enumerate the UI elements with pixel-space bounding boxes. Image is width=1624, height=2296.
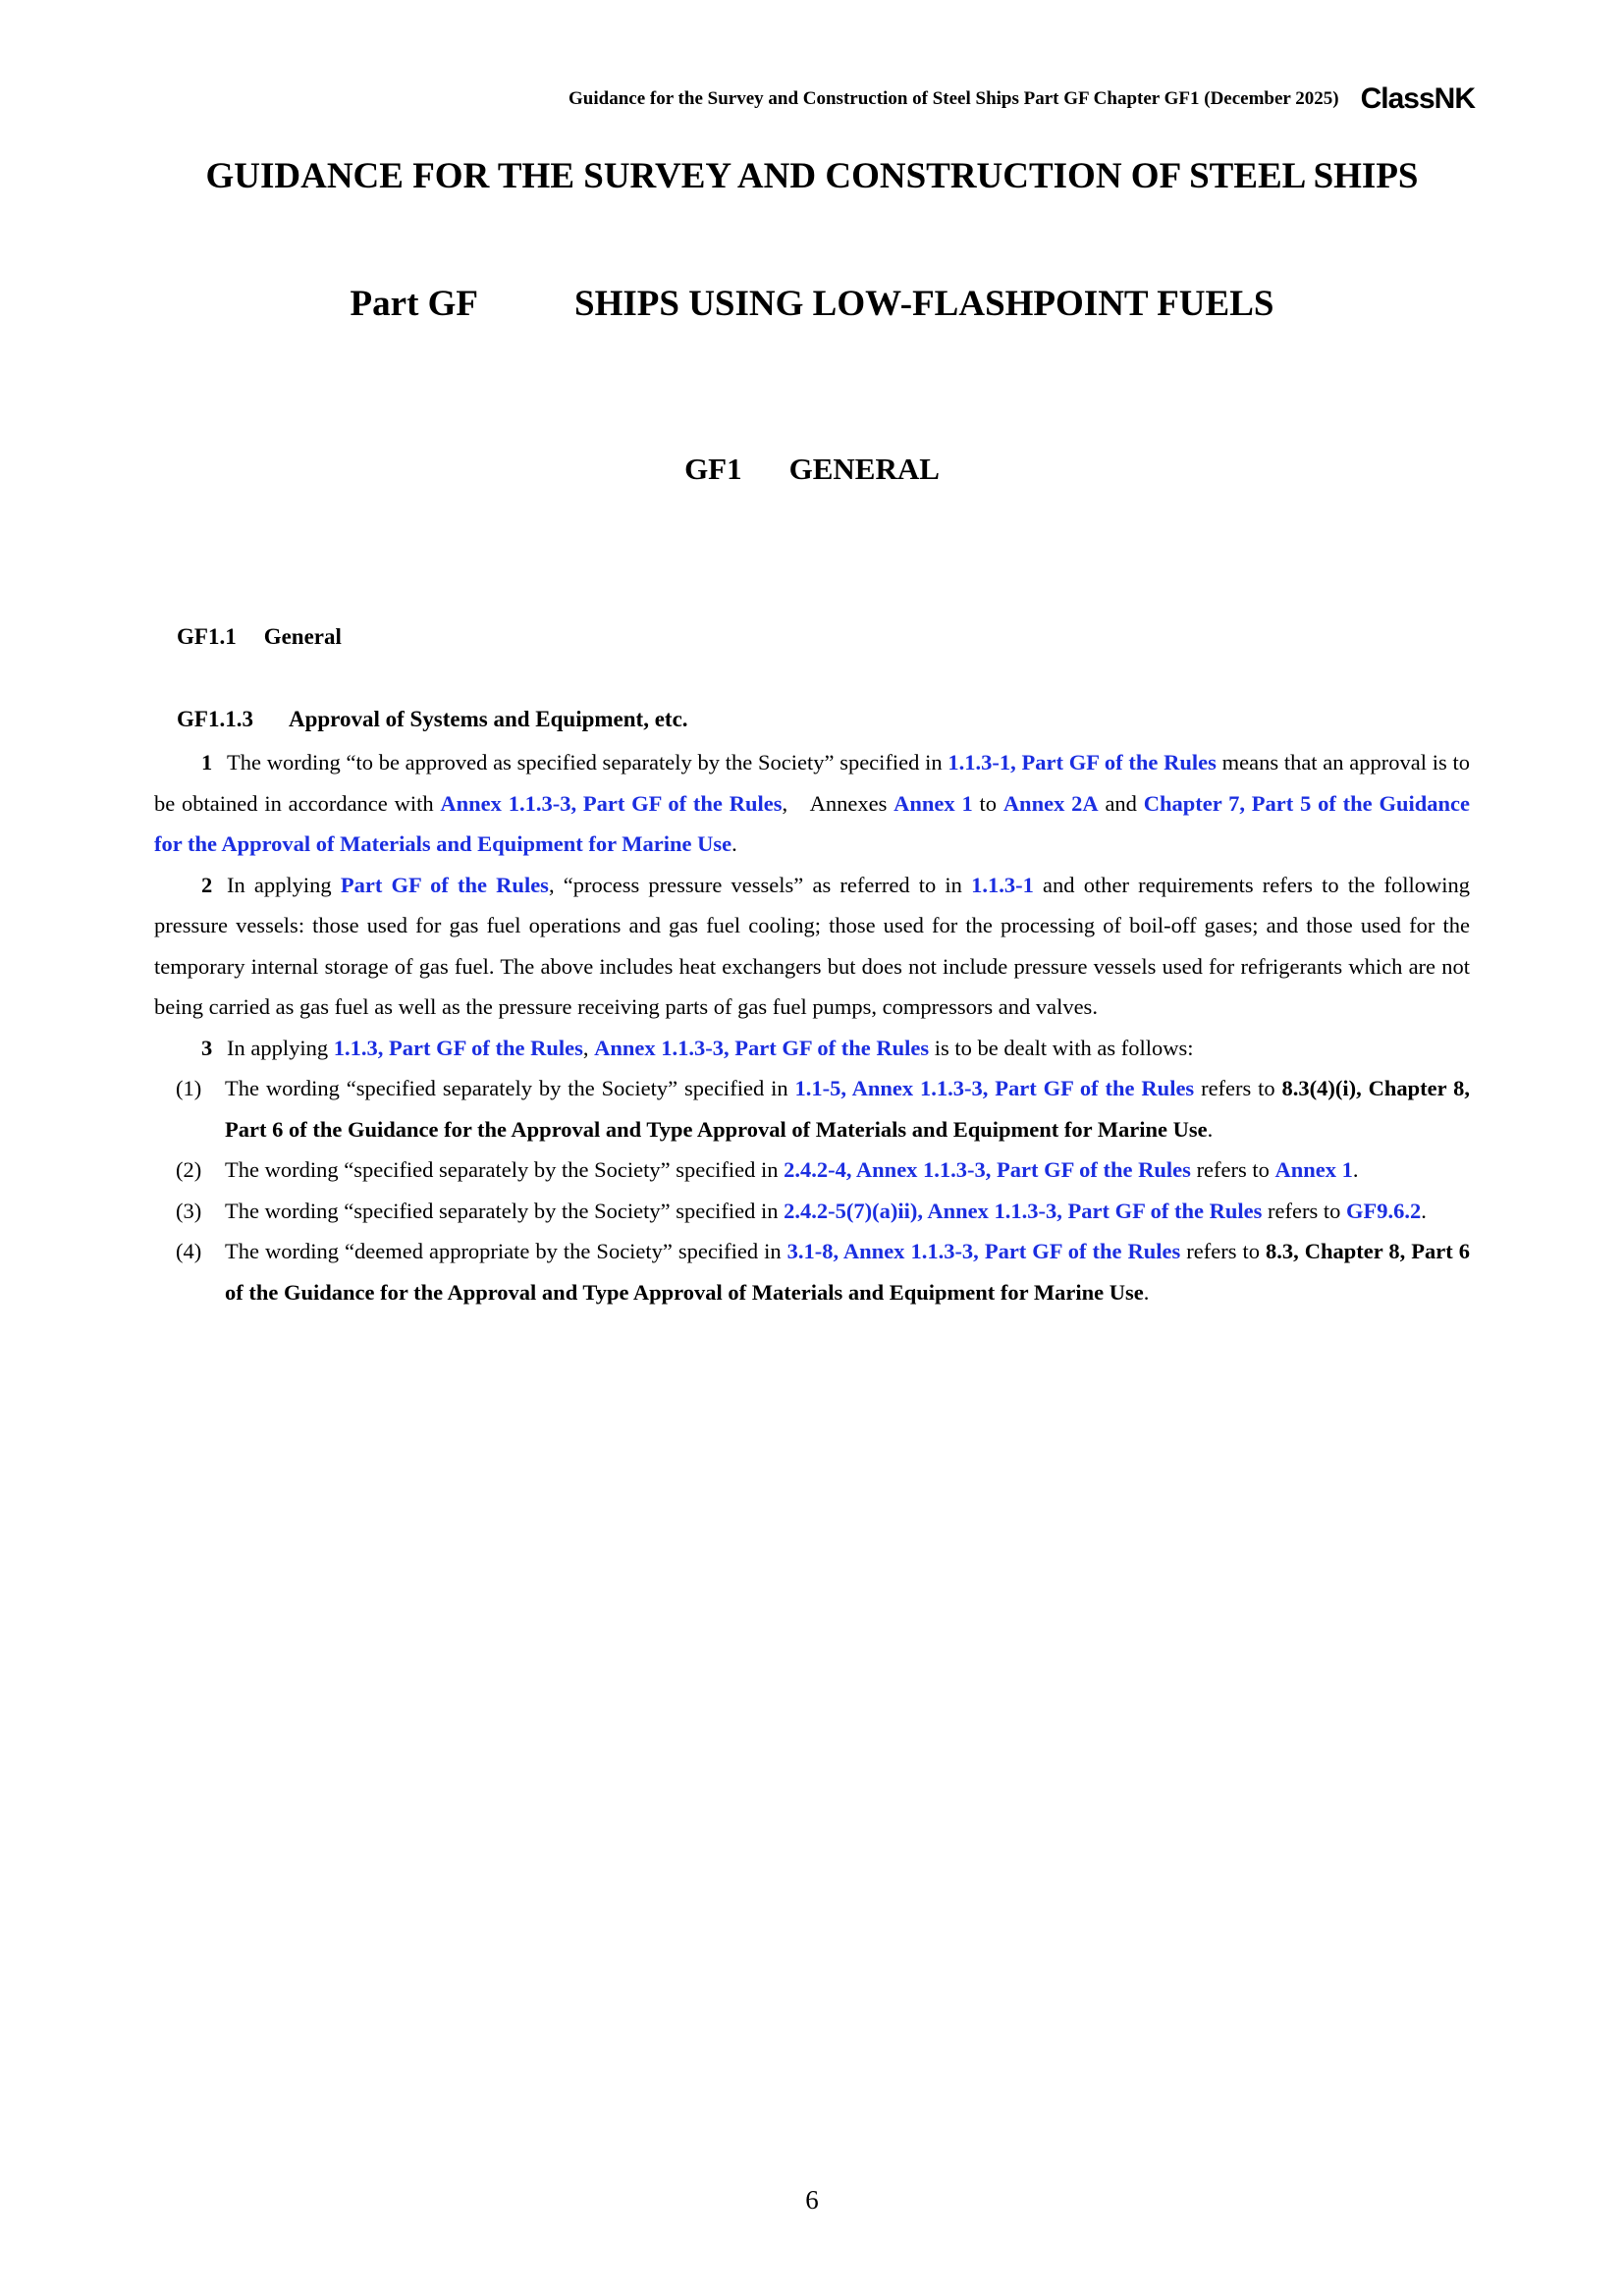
document-title: GUIDANCE FOR THE SURVEY AND CONSTRUCTION OF STEEL SHIPS: [205, 156, 1419, 196]
text: .: [1352, 1157, 1359, 1182]
paragraph-number: 1: [201, 750, 213, 774]
text: means that an approval is to be obtained in accordance with: [154, 750, 1470, 816]
paragraph-2: [154, 865, 1470, 1028]
rule-link[interactable]: GF9.6.2: [1346, 1198, 1422, 1223]
chapter-label: GF1: [684, 452, 742, 486]
subsection-number: GF1.1.3: [177, 707, 253, 731]
bold-reference: 8.3(4)(i), Chapter 8, Part 6 of the Guidance for the Approval and Type Approval of Materials and Equipment for Marine Use: [225, 1076, 1470, 1142]
rule-link[interactable]: Annex 1: [1274, 1157, 1353, 1182]
rule-link[interactable]: 1.1.3-1: [971, 872, 1034, 897]
text: , Annexes: [782, 790, 894, 816]
text: In applying: [227, 872, 341, 897]
rule-link[interactable]: 1.1-5, Annex 1.1.3-3, Part GF of the Rules: [794, 1076, 1195, 1100]
rule-link[interactable]: 1.1.3, Part GF of the Rules: [333, 1035, 583, 1060]
text: .: [731, 831, 737, 856]
section-heading: [177, 624, 342, 650]
text: and: [1098, 790, 1144, 816]
text: is to be dealt with as follows:: [929, 1035, 1194, 1060]
item-number: (1): [176, 1076, 202, 1100]
body-text: [154, 742, 1470, 1312]
rule-link[interactable]: Chapter 7, Part 5 of the Guidance for the Approval of Materials and Equipment for Marine Use: [154, 790, 1470, 856]
text: refers to: [1180, 1239, 1266, 1263]
section-name: General: [263, 624, 342, 649]
section-number: GF1.1: [177, 624, 237, 649]
text: refers to: [1190, 1157, 1275, 1182]
rule-link[interactable]: 2.4.2-4, Annex 1.1.3-3, Part GF of the Rules: [784, 1157, 1191, 1182]
paragraph-1: [154, 742, 1470, 865]
text: The wording “specified separately by the Society” specified in: [225, 1157, 785, 1182]
part-label: Part GF: [350, 284, 479, 324]
text: refers to: [1262, 1198, 1346, 1223]
subsection-name: Approval of Systems and Equipment, etc.: [288, 707, 688, 731]
text: The wording “to be approved as specified separately by the Society” specified in: [227, 750, 948, 774]
text: The wording “deemed appropriate by the Society” specified in: [225, 1239, 787, 1263]
chapter-name: GENERAL: [788, 452, 940, 486]
subsection-heading: [177, 707, 688, 732]
list-item-2: [154, 1149, 1470, 1191]
rule-link[interactable]: 1.1.3-1, Part GF of the Rules: [947, 750, 1217, 774]
text: and other requirements refers to the following pressure vessels: those used for gas fuel operations and gas fuel cooling; those used for the processing of boil-off gases; and those used for the temporary internal storage of gas fuel. The above includes heat exchangers but does not include pressure vessels used for refrigerants which are not being carried as gas fuel as well as the pressure receiving parts of gas fuel pumps, compressors and valves.: [154, 872, 1471, 1019]
part-title: [0, 283, 1624, 325]
paragraph-number: 3: [201, 1035, 213, 1060]
list-item-3: [154, 1191, 1470, 1232]
item-text: [225, 1231, 1470, 1312]
item-number: (2): [176, 1157, 202, 1182]
classnk-logo: ClassNK: [1360, 82, 1475, 115]
page-header: [157, 82, 1475, 116]
rule-link[interactable]: Annex 2A: [1002, 790, 1099, 816]
rule-link[interactable]: Annex 1.1.3-3, Part GF of the Rules: [594, 1035, 930, 1060]
page-number: 6: [805, 2185, 819, 2215]
bold-reference: 8.3, Chapter 8, Part 6 of the Guidance for the Approval and Type Approval of Materials and Equipment for Marine Use: [225, 1239, 1470, 1305]
text: ,: [582, 1035, 595, 1060]
text: .: [1143, 1279, 1150, 1305]
list-item-1: [154, 1068, 1470, 1149]
text: to: [972, 790, 1003, 816]
running-title: Guidance for the Survey and Construction of Steel Ships Part GF Chapter GF1 (December 2025): [568, 88, 1339, 109]
rule-link[interactable]: Part GF of the Rules: [340, 872, 549, 897]
text: The wording “specified separately by the Society” specified in: [225, 1076, 795, 1100]
rule-link[interactable]: 2.4.2-5(7)(a)ii), Annex 1.1.3-3, Part GF of the Rules: [784, 1198, 1263, 1223]
item-number: (3): [176, 1198, 202, 1223]
item-text: [225, 1068, 1470, 1149]
paragraph-number: 2: [201, 872, 213, 897]
rule-link[interactable]: Annex 1: [893, 790, 973, 816]
text: In applying: [227, 1035, 334, 1060]
list-item-4: [154, 1231, 1470, 1312]
chapter-title: [0, 452, 1624, 487]
item-number: (4): [176, 1239, 202, 1263]
paragraph-3: [154, 1028, 1470, 1069]
item-text: [225, 1191, 1470, 1232]
text: The wording “specified separately by the Society” specified in: [225, 1198, 785, 1223]
rule-link[interactable]: 3.1-8, Annex 1.1.3-3, Part GF of the Rules: [786, 1239, 1181, 1263]
text: refers to: [1194, 1076, 1282, 1100]
part-name: SHIPS USING LOW-FLASHPOINT FUELS: [574, 284, 1274, 324]
item-text: [225, 1149, 1470, 1191]
text: , “process pressure vessels” as referred to in: [548, 872, 972, 897]
text: .: [1421, 1198, 1427, 1223]
text: .: [1207, 1116, 1214, 1142]
rule-link[interactable]: Annex 1.1.3-3, Part GF of the Rules: [440, 790, 783, 816]
